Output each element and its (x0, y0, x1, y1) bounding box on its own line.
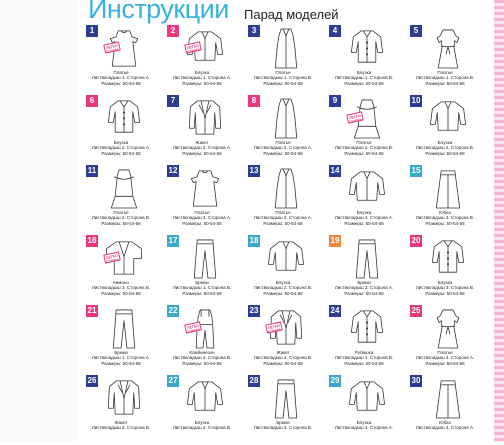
pattern-sheet: Листвкладыш 1. Сторона В. (253, 75, 313, 81)
pink-border-decoration (494, 0, 504, 442)
size-range: Размеры: 50-54-58 (263, 360, 303, 366)
garment-sketch-icon (183, 167, 227, 210)
size-range: Размеры: 50-54-58 (425, 360, 465, 366)
pattern-sheet: Листвкладыш 3. Сторона А. (334, 285, 394, 291)
model-card-5 (410, 25, 480, 95)
model-card-29 (329, 375, 399, 445)
model-number: 2 (167, 25, 179, 37)
size-range: Размеры: 50-54-58 (425, 220, 465, 226)
size-range: Размеры: 50-54-58 (263, 80, 303, 86)
garment-name: Платье (356, 140, 372, 145)
model-caption (86, 70, 156, 86)
model-number: 5 (410, 25, 422, 37)
size-range: Размеры: 50-54-58 (344, 360, 384, 366)
pattern-sheet: Листвкладыш 3. Сторона А. (253, 215, 313, 221)
garment-sketch-icon (183, 237, 227, 280)
garment-name: Блузка (194, 420, 210, 425)
model-card-3 (248, 25, 318, 95)
model-caption (167, 210, 237, 226)
garment-sketch-icon (102, 167, 146, 210)
garment-name: Блузка (356, 70, 372, 75)
garment-sketch-icon (264, 27, 308, 70)
model-caption (410, 350, 480, 366)
pattern-sheet: Листвкладыш 4. Сторона А. (334, 215, 394, 221)
garment-name: Жакет (195, 140, 209, 145)
size-range: Размеры: 50-54-58 (263, 290, 303, 296)
size-range: Размеры: 50-54-58 (263, 220, 303, 226)
model-card-24 (329, 305, 399, 375)
pattern-sheet: Листвкладыш 4. Сторона В. (172, 355, 232, 361)
garment-name: Платье (437, 350, 453, 355)
pattern-sheet: Листвкладыш 4. Сторона В. (172, 425, 232, 431)
model-card-19 (329, 235, 399, 305)
pattern-sheet: Листвкладыш 2. Сторона А. (253, 145, 313, 151)
model-caption (410, 280, 480, 296)
pattern-sheet: Листвкладыш 1. Сторона В. (172, 285, 232, 291)
easy-sew-badge: ЛЕГКО СШИТЬ (103, 41, 121, 53)
garment-sketch-icon (426, 97, 470, 140)
model-caption (167, 70, 237, 86)
model-caption (86, 420, 156, 431)
pattern-sheet: Листвкладыш 1. Сторона В. (415, 75, 475, 81)
garment-name: Платье (194, 210, 210, 215)
pattern-sheet: Листвкладыш 2. Сторона В. (334, 145, 394, 151)
garment-sketch-icon (345, 377, 389, 420)
model-number: 30 (411, 376, 421, 385)
garment-name: Юбка (439, 420, 451, 425)
model-number: 19 (330, 236, 340, 245)
garment-name: Блузка (194, 70, 210, 75)
size-range: Размеры: 50-54-58 (182, 150, 222, 156)
model-number: 26 (87, 376, 97, 385)
model-card-8 (248, 95, 318, 165)
easy-sew-badge: ЛЕГКО СШИТЬ (346, 111, 364, 123)
garment-name: Блузка (275, 280, 291, 285)
page-subtitle: Парад моделей (244, 7, 339, 22)
garment-sketch-icon (426, 237, 470, 280)
size-range: Размеры: 50-54-58 (344, 80, 384, 86)
model-card-28 (248, 375, 318, 445)
model-number: 6 (86, 95, 98, 107)
model-number: 16 (87, 236, 97, 245)
model-caption (410, 140, 480, 156)
model-caption (410, 210, 480, 226)
model-caption (248, 420, 318, 431)
garment-name: Кимоно (113, 280, 129, 285)
size-range: Размеры: 50-54-58 (425, 290, 465, 296)
model-number: 3 (248, 25, 260, 37)
model-card-23 (248, 305, 318, 375)
models-grid (86, 25, 490, 442)
garment-sketch-icon (102, 377, 146, 420)
garment-name: Брюки (195, 280, 209, 285)
garment-name: Юбка (439, 210, 451, 215)
model-caption (329, 210, 399, 226)
model-caption (248, 210, 318, 226)
garment-sketch-icon (102, 307, 146, 350)
easy-sew-badge: ЛЕГКО СШИТЬ (265, 321, 283, 333)
pattern-sheet: Листвкладыш 4. Сторона А. (415, 355, 475, 361)
model-number: 1 (86, 25, 98, 37)
pattern-sheet: Листвкладыш 3. Сторона В. (91, 285, 151, 291)
garment-name: Блузка (356, 210, 372, 215)
pattern-sheet: Листвкладыш 2. Сторона В. (415, 145, 475, 151)
garment-sketch-icon (426, 167, 470, 210)
model-caption (167, 280, 237, 296)
model-number: 12 (168, 166, 178, 175)
garment-sketch-icon (264, 167, 308, 210)
garment-name: Блузка (356, 420, 372, 425)
size-range: Размеры: 50-54-58 (101, 360, 141, 366)
garment-sketch-icon (102, 97, 146, 140)
model-number: 24 (330, 306, 340, 315)
size-range: Размеры: 50-54-58 (182, 360, 222, 366)
pattern-sheet: Листвкладыш 2. Сторона В. (253, 285, 313, 291)
model-caption (248, 140, 318, 156)
pattern-sheet: Листвкладыш 4. Сторона А. (334, 425, 394, 431)
garment-name: Блузка (113, 140, 129, 145)
model-card-11 (86, 165, 156, 235)
model-card-12 (167, 165, 237, 235)
model-caption (329, 280, 399, 296)
garment-name: Блузка (437, 280, 453, 285)
garment-sketch-icon (345, 237, 389, 280)
model-card-17 (167, 235, 237, 305)
model-caption (167, 350, 237, 366)
size-range: Размеры: 50-54-58 (263, 150, 303, 156)
model-number: 14 (330, 166, 340, 175)
size-range: Размеры: 50-54-58 (425, 150, 465, 156)
model-number: 15 (411, 166, 421, 175)
model-caption (248, 350, 318, 366)
model-number: 4 (329, 25, 341, 37)
model-card-21 (86, 305, 156, 375)
garment-name: Брюки (276, 420, 290, 425)
garment-name: Комбинезон (189, 350, 215, 355)
garment-name: Брюки (357, 280, 371, 285)
pattern-sheet: Листвкладыш 3. Сторона В. (415, 285, 475, 291)
size-range: Размеры: 50-54-58 (425, 80, 465, 86)
model-caption (167, 140, 237, 156)
pattern-sheet: Листвкладыш 2. Сторона А. (172, 145, 232, 151)
garment-sketch-icon (426, 27, 470, 70)
garment-name: Рубашка (354, 350, 374, 355)
model-number: 18 (249, 236, 259, 245)
pattern-sheet: Листвкладыш 1. Сторона А. (91, 355, 151, 361)
model-card-14 (329, 165, 399, 235)
garment-sketch-icon (183, 377, 227, 420)
garment-name: Платье (437, 70, 453, 75)
size-range: Размеры: 50-54-58 (101, 150, 141, 156)
pattern-sheet: Листвкладыш 3. Сторона А. (172, 215, 232, 221)
model-card-25 (410, 305, 480, 375)
garment-name: Платье (275, 140, 291, 145)
model-number: 25 (411, 306, 421, 315)
easy-sew-badge: ЛЕГКО СШИТЬ (184, 321, 202, 333)
model-caption (248, 70, 318, 86)
garment-sketch-icon (426, 377, 470, 420)
model-number: 21 (87, 306, 97, 315)
model-card-20 (410, 235, 480, 305)
size-range: Размеры: 50-54-58 (182, 80, 222, 86)
model-number: 8 (248, 95, 260, 107)
page-title: Инструкции (88, 0, 229, 24)
model-number: 13 (249, 166, 259, 175)
model-caption (86, 350, 156, 366)
model-card-4 (329, 25, 399, 95)
garment-sketch-icon (345, 27, 389, 70)
model-card-30 (410, 375, 480, 445)
model-caption (248, 280, 318, 296)
model-caption (329, 420, 399, 431)
model-card-6 (86, 95, 156, 165)
model-caption (86, 210, 156, 226)
pattern-sheet: Листвкладыш 4. Сторона В. (253, 355, 313, 361)
garment-sketch-icon (345, 167, 389, 210)
model-number: 17 (168, 236, 178, 245)
model-card-27 (167, 375, 237, 445)
model-card-22 (167, 305, 237, 375)
size-range: Размеры: 50-54-58 (344, 220, 384, 226)
model-card-9 (329, 95, 399, 165)
garment-name: Платье (113, 210, 129, 215)
model-number: 22 (168, 306, 178, 315)
garment-sketch-icon (264, 237, 308, 280)
model-number: 7 (167, 95, 179, 107)
model-caption (86, 140, 156, 156)
pattern-sheet: Листвкладыш 1. Сторона А. (172, 75, 232, 81)
model-card-7 (167, 95, 237, 165)
model-caption (167, 420, 237, 431)
size-range: Размеры: 50-54-58 (182, 290, 222, 296)
pattern-sheet: Листвкладыш 3. Сторона В. (415, 215, 475, 221)
garment-name: Жакет (276, 350, 290, 355)
pattern-sheet: Листвкладыш 4. Сторона В. (91, 425, 151, 431)
model-number: 27 (168, 376, 178, 385)
model-card-1 (86, 25, 156, 95)
pattern-sheet: Листвкладыш 3. Сторона В. (253, 425, 313, 431)
model-number: 9 (329, 95, 341, 107)
size-range: Размеры: 50-54-58 (182, 220, 222, 226)
model-card-2 (167, 25, 237, 95)
easy-sew-badge: ЛЕГКО СШИТЬ (103, 251, 121, 263)
model-caption (410, 420, 480, 431)
size-range: Размеры: 50-54-58 (101, 220, 141, 226)
model-card-26 (86, 375, 156, 445)
model-card-10 (410, 95, 480, 165)
model-number: 10 (411, 96, 421, 105)
model-number: 28 (249, 376, 259, 385)
model-number: 20 (411, 236, 421, 245)
model-card-15 (410, 165, 480, 235)
garment-name: Платье (275, 70, 291, 75)
pattern-sheet: Листвкладыш 1. Сторона В. (334, 355, 394, 361)
pattern-sheet: Листвкладыш 2. Сторона В. (91, 215, 151, 221)
easy-sew-badge: ЛЕГКО СШИТЬ (184, 41, 202, 53)
model-card-13 (248, 165, 318, 235)
model-caption (329, 140, 399, 156)
model-card-18 (248, 235, 318, 305)
pattern-sheet: Листвкладыш 4. Сторона А. (415, 425, 475, 431)
size-range: Размеры: 50-54-58 (344, 150, 384, 156)
pattern-sheet: Листвкладыш 2. Сторона А. (91, 145, 151, 151)
model-card-16 (86, 235, 156, 305)
garment-sketch-icon (264, 377, 308, 420)
garment-name: Жакет (114, 420, 128, 425)
garment-name: Платье (275, 210, 291, 215)
pattern-sheet: Листвкладыш 1. Сторона В. (334, 75, 394, 81)
garment-name: Брюки (114, 350, 128, 355)
garment-sketch-icon (183, 97, 227, 140)
model-number: 11 (87, 166, 97, 175)
model-number: 23 (249, 306, 259, 315)
garment-name: Платье (113, 70, 129, 75)
garment-sketch-icon (264, 97, 308, 140)
garment-sketch-icon (426, 307, 470, 350)
size-range: Размеры: 50-54-58 (344, 290, 384, 296)
model-caption (329, 350, 399, 366)
left-margin (0, 0, 78, 442)
size-range: Размеры: 50-54-58 (101, 290, 141, 296)
model-caption (410, 70, 480, 86)
garment-sketch-icon (345, 307, 389, 350)
pattern-sheet: Листвкладыш 1. Сторона А. (91, 75, 151, 81)
model-caption (86, 280, 156, 296)
model-caption (329, 70, 399, 86)
garment-name: Блузка (437, 140, 453, 145)
size-range: Размеры: 50-54-58 (101, 80, 141, 86)
model-number: 29 (330, 376, 340, 385)
